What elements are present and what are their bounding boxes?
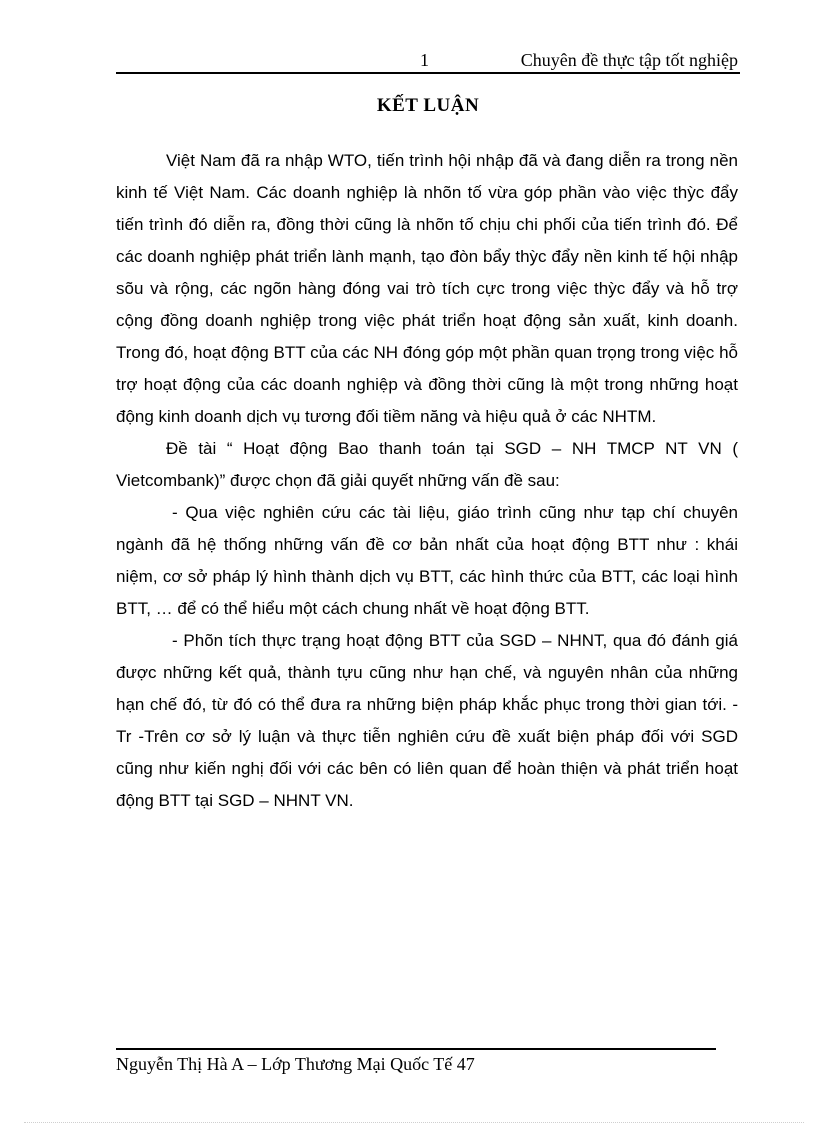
document-body: [116, 145, 738, 817]
bullet-item: - Phõn tích thực trạng hoạt động BTT của SGD – NHNT, qua đó đánh giá được những kết quả, thành tựu cũng như hạn chế, và nguyên nhân của những hạn chế đó, từ đó có thể đưa ra những biện pháp khắc phục trong thời gian tới. -Tr -Trên cơ sở lý luận và thực tiễn nghiên cứu đề xuất biện pháp đối với SGD cũng như kiến nghị đối với các bên có liên quan để hoàn thiện và phát triển hoạt động BTT tại SGD – NHNT VN.: [116, 631, 738, 810]
footer-text: Nguyễn Thị Hà A – Lớp Thương Mại Quốc Tế 47: [116, 1054, 475, 1074]
header-title: Chuyên đề thực tập tốt nghiệp: [520, 50, 738, 70]
body-paragraph: Việt Nam đã ra nhập WTO, tiến trình hội nhập đã và đang diễn ra trong nền kinh tế Việt Nam. Các doanh nghiệp là nhõn tố vừa góp phần vào việc thỳc đẩy tiến trình đó diễn ra, đồng thời cũng là nhõn tố chịu chi phối của tiến trình đó. Để các doanh nghiệp phát triển lành mạnh, tạo đòn bẩy thỳc đẩy nền kinh tế hội nhập sõu và rộng, các ngõn hàng đóng vai trò tích cực trong việc thỳc đẩy và hỗ trợ cộng đồng doanh nghiệp trong việc phát triển hoạt động sản xuất, kinh doanh. Trong đó, hoạt động BTT của các NH đóng góp một phần quan trọng trong việc hỗ trợ hoạt động của các doanh nghiệp và đồng thời cũng là một trong những hoạt động kinh doanh dịch vụ tương đối tiềm năng và hiệu quả ở các NHTM.: [116, 151, 738, 426]
body-paragraph: Đề tài “ Hoạt động Bao thanh toán tại SGD – NH TMCP NT VN ( Vietcombank)” được chọn đã giải quyết những vấn đề sau:: [116, 439, 738, 490]
document-heading: KẾT LUẬN: [376, 95, 480, 116]
page-number: 1: [420, 50, 429, 70]
bullet-item: - Qua việc nghiên cứu các tài liệu, giáo trình cũng như tạp chí chuyên ngành đã hệ thống những vấn đề cơ bản nhất của hoạt động BTT như : khái niệm, cơ sở pháp lý hình thành dịch vụ BTT, các hình thức của BTT, các loại hình BTT, … để có thể hiểu một cách chung nhất về hoạt động BTT.: [116, 503, 738, 618]
header-divider: [116, 72, 740, 74]
footer-divider: [116, 1048, 716, 1050]
page-header: [116, 48, 738, 72]
